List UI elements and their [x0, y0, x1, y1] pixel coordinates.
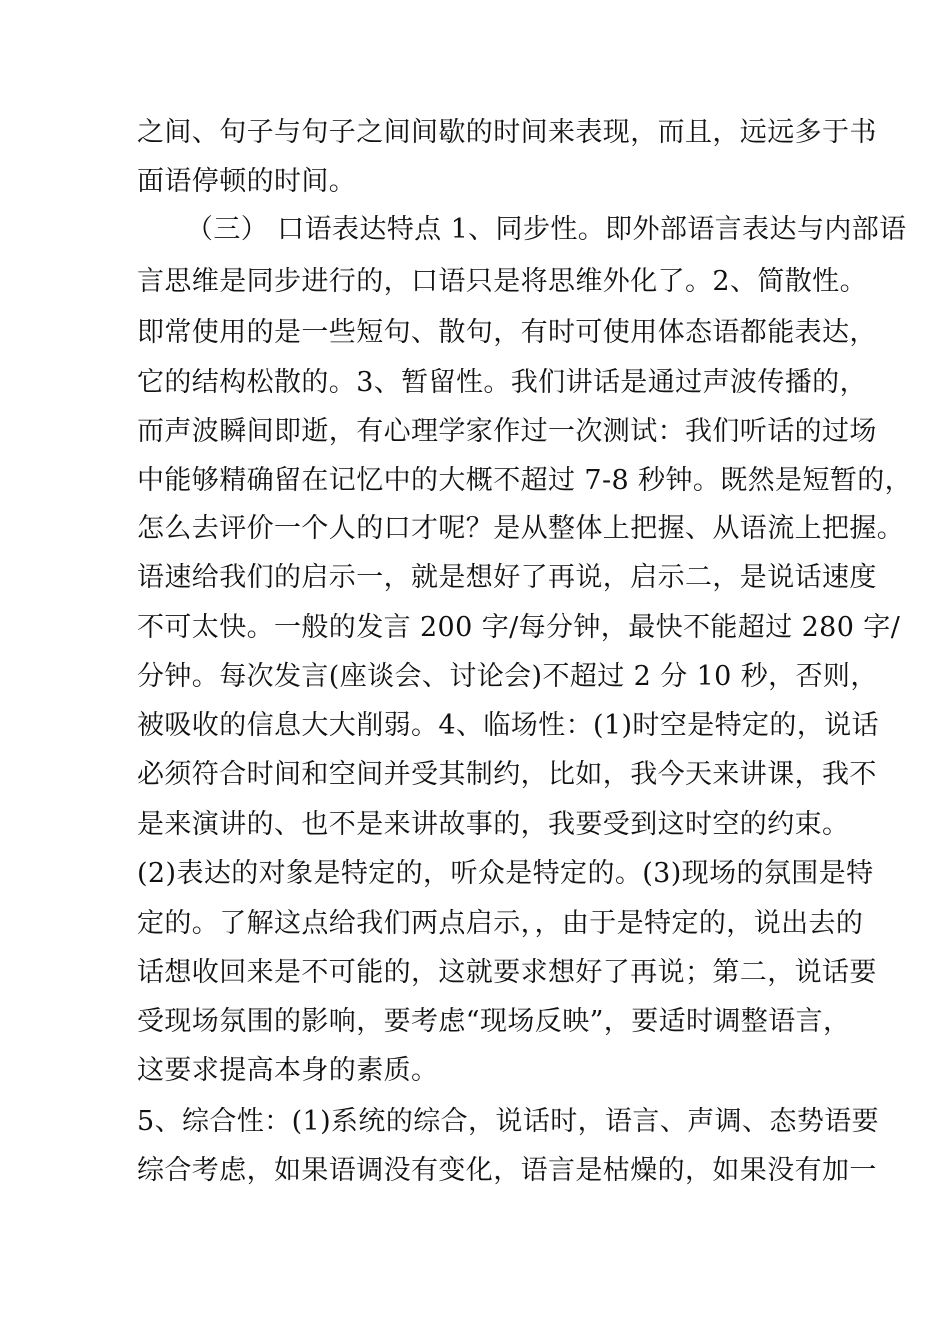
text-line: 必须符合时间和空间并受其制约，比如，我今天来讲课，我不	[137, 759, 877, 790]
text-line: 而声波瞬间即逝，有心理学家作过一次测试：我们听话的过场	[137, 416, 877, 447]
text-line: 话想收回来是不可能的，这就要求想好了再说；第二，说话要	[137, 957, 877, 988]
section-heading-line: （三） 口语表达特点 1、同步性。即外部语言表达与内部语	[186, 214, 907, 245]
text-line: 它的结构松散的。3、暂留性。我们讲话是通过声波传播的，	[137, 367, 867, 398]
text-line: 受现场氛围的影响，要考虑“现场反映”，要适时调整语言，	[137, 1006, 851, 1037]
text-line: 是来演讲的、也不是来讲故事的，我要受到这时空的约束。	[137, 809, 850, 840]
text-line: 言思维是同步进行的，口语只是将思维外化了。2、简散性。	[137, 266, 867, 297]
text-line: 这要求提高本身的素质。	[137, 1055, 439, 1086]
text-line: (2)表达的对象是特定的，听众是特定的。(3)现场的氛围是特	[137, 858, 874, 889]
text-line: 之间、句子与句子之间间歇的时间来表现，而且，远远多于书	[137, 117, 877, 148]
text-line: 综合考虑，如果语调没有变化，语言是枯燥的，如果没有加一	[137, 1155, 877, 1186]
text-line: 中能够精确留在记忆中的大概不超过 7-8 秒钟。既然是短暂的，	[137, 465, 913, 496]
text-line: 怎么去评价一个人的口才呢？是从整体上把握、从语流上把握。	[137, 513, 905, 544]
text-line: 即常使用的是一些短句、散句，有时可使用体态语都能表达，	[137, 317, 877, 348]
text-line: 被吸收的信息大大削弱。4、临场性：(1)时空是特定的，说话	[137, 710, 880, 741]
text-line: 定的。了解这点给我们两点启示，，由于是特定的，说出去的	[137, 908, 864, 939]
text-line: 分钟。每次发言(座谈会、讨论会)不超过 2 分 10 秒，否则，	[137, 661, 878, 692]
text-line: 面语停顿的时间。	[137, 166, 357, 197]
text-line: 5、综合性：(1)系统的综合，说话时，语言、声调、态势语要	[137, 1106, 880, 1137]
text-line: 不可太快。一般的发言 200 字/每分钟，最快不能超过 280 字/	[137, 612, 901, 643]
text-line: 语速给我们的启示一，就是想好了再说，启示二，是说话速度	[137, 562, 877, 593]
